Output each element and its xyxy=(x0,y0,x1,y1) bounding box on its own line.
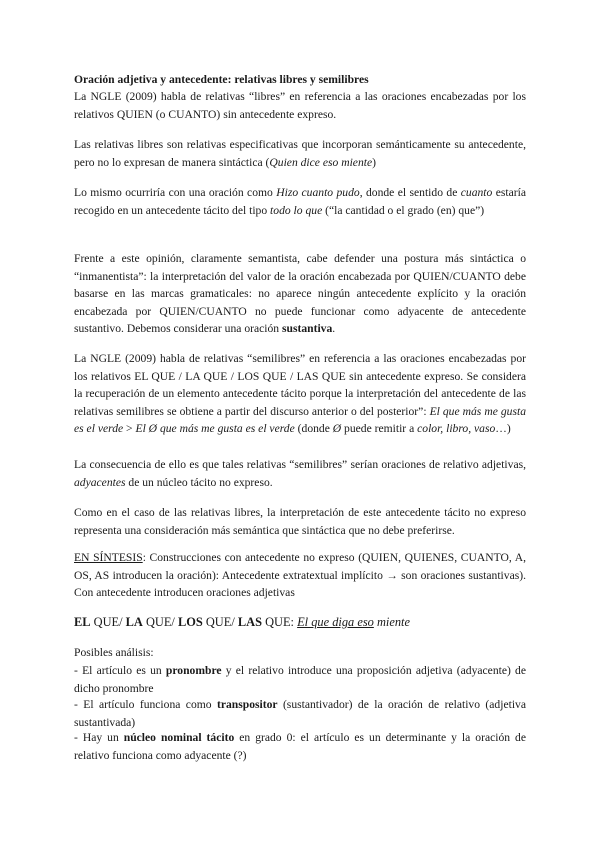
synthesis-label: EN SÍNTESIS xyxy=(74,551,143,564)
que-3: QUE/ xyxy=(202,615,238,629)
paragraph-2 xyxy=(74,136,526,171)
term-adyacentes: adyacentes xyxy=(74,475,126,489)
analysis-item-3 xyxy=(74,729,526,764)
analysis-item-1 xyxy=(74,662,526,697)
example-cuanto: cuanto xyxy=(460,186,493,199)
example-el-que-diga: El que diga eso xyxy=(297,615,374,629)
paragraph-5-end: …) xyxy=(495,422,511,436)
paragraph-4-end: . xyxy=(332,322,336,336)
document-title: Oración adjetiva y antecedente: relativas libres y semilibres xyxy=(74,73,369,86)
paragraph-2-text: Las relativas libres son relativas especificativas que incorporan semánticamente su antecedente, pero no lo expresan de manera sintáctica ( xyxy=(74,138,526,169)
analysis-item-3-text: - Hay un xyxy=(74,731,124,744)
analysis-item-2-end: (sustantivador) de la oración de relativo (adjetiva sustantivada) xyxy=(74,698,526,729)
paragraph-5-text-d: puede remitir a xyxy=(341,422,418,436)
example-miente: miente xyxy=(373,615,410,629)
term-sustantiva: sustantiva xyxy=(282,322,333,336)
example-hizo-cuanto: Hizo cuanto pudo xyxy=(276,186,360,199)
article-los: LOS xyxy=(177,615,203,629)
paragraph-7: Como en el caso de las relativas libres, la interpretación de este antecedente tácito no expreso representa una consideración más semántica que sintáctica que no debe preferirse. xyxy=(74,506,526,537)
paragraph-5-arrow: > xyxy=(123,422,136,436)
paragraph-6-text: La consecuencia de ello es que tales relativas “semilibres” serían oraciones de relativo adjetivas, xyxy=(74,458,526,471)
analysis-item-3-end: en grado 0: el artículo es un determinante y la oración de relativo funciona como adyacente (?) xyxy=(74,731,526,762)
que-4: QUE: xyxy=(261,615,298,629)
analysis-item-2 xyxy=(74,696,526,731)
example-color-libro-vaso: color, libro, vaso xyxy=(417,422,496,436)
article-el: EL xyxy=(74,615,91,629)
paragraph-3-text-d: (“la cantidad o el grado (en) que”) xyxy=(322,203,485,217)
que-2: QUE/ xyxy=(142,615,178,629)
paragraph-5-text: La NGLE (2009) habla de relativas “semilibres” en referencia a las oraciones encabezadas por los relativos EL QUE / LA QUE / LOS QUE / LAS QUE sin antecedente expreso. Se considera la recuperación de un elemento antecedente tácito porque la interpretación del antecedente de las relativas semilibres se obtiene a partir del discurso anterior o del posterior”: xyxy=(74,352,526,418)
term-transpositor: transpositor xyxy=(216,698,278,711)
synthesis-text: : Construcciones con antecedente no expreso (QUIEN, QUIENES, CUANTO, A, OS, AS introducen la oración): Antecedente extratextual implícito → son oraciones sustantivas). Con antecedente introducen oraciones adjetivas xyxy=(74,551,526,600)
paragraph-6-end: de un núcleo tácito no expreso. xyxy=(125,475,273,489)
example-el-que-mas: El que más me gusta es el verde xyxy=(74,404,526,436)
paragraph-5-text-c: (donde xyxy=(294,422,333,436)
analysis-intro: Posibles análisis: xyxy=(74,646,154,659)
analysis-item-1-end: y el relativo introduce una proposición adjetiva (adyacente) de dicho pronombre xyxy=(74,664,526,695)
que-1: QUE/ xyxy=(90,615,126,629)
analysis-item-1-text: - El artículo es un xyxy=(74,664,166,677)
symbol-empty: Ø xyxy=(332,422,342,436)
paragraph-6 xyxy=(74,456,526,491)
example-el-o-que-mas: El Ø que más me gusta es el verde xyxy=(135,422,295,436)
paragraph-3-text: Lo mismo ocurriría con una oración como xyxy=(74,186,277,199)
paragraph-5 xyxy=(74,350,526,438)
term-nucleo-nominal: núcleo nominal tácito xyxy=(123,731,235,744)
paragraph-2-end: ) xyxy=(372,155,376,169)
paragraph-3-text-b: , donde el sentido de xyxy=(359,186,461,199)
paragraph-3-text-c: estaría recogido en un antecedente tácito del tipo xyxy=(74,186,526,217)
paragraph-4 xyxy=(74,250,526,338)
paragraph-4-text: Frente a este opinión, claramente semantista, cabe defender una postura más sintáctica o “inmanentista”: la interpretación del valor de la oración encabezada por QUIEN/CUANTO debe basarse en las marcas gramaticales: no aparece ningún antecedente explícito y la oración encabezada por QUIEN/CUANTO no puede funcionar como adyacente de antecedente sustantivo. Debemos considerar una oración xyxy=(74,252,526,336)
example-quien-dice: Quien dice eso miente xyxy=(269,155,373,169)
paragraph-synthesis xyxy=(74,549,526,602)
paragraph-1: La NGLE (2009) habla de relativas “libres” en referencia a las oraciones encabezadas por los relativos QUIEN (o CUANTO) sin antecedente expreso. xyxy=(74,90,526,121)
article-la: LA xyxy=(125,615,143,629)
article-las: LAS xyxy=(237,615,262,629)
paragraph-3 xyxy=(74,184,526,219)
term-pronombre: pronombre xyxy=(165,664,222,677)
analysis-item-2-text: - El artículo funciona como xyxy=(74,698,217,711)
articles-heading xyxy=(74,614,526,632)
example-todo-lo-que: todo lo que xyxy=(270,203,323,217)
